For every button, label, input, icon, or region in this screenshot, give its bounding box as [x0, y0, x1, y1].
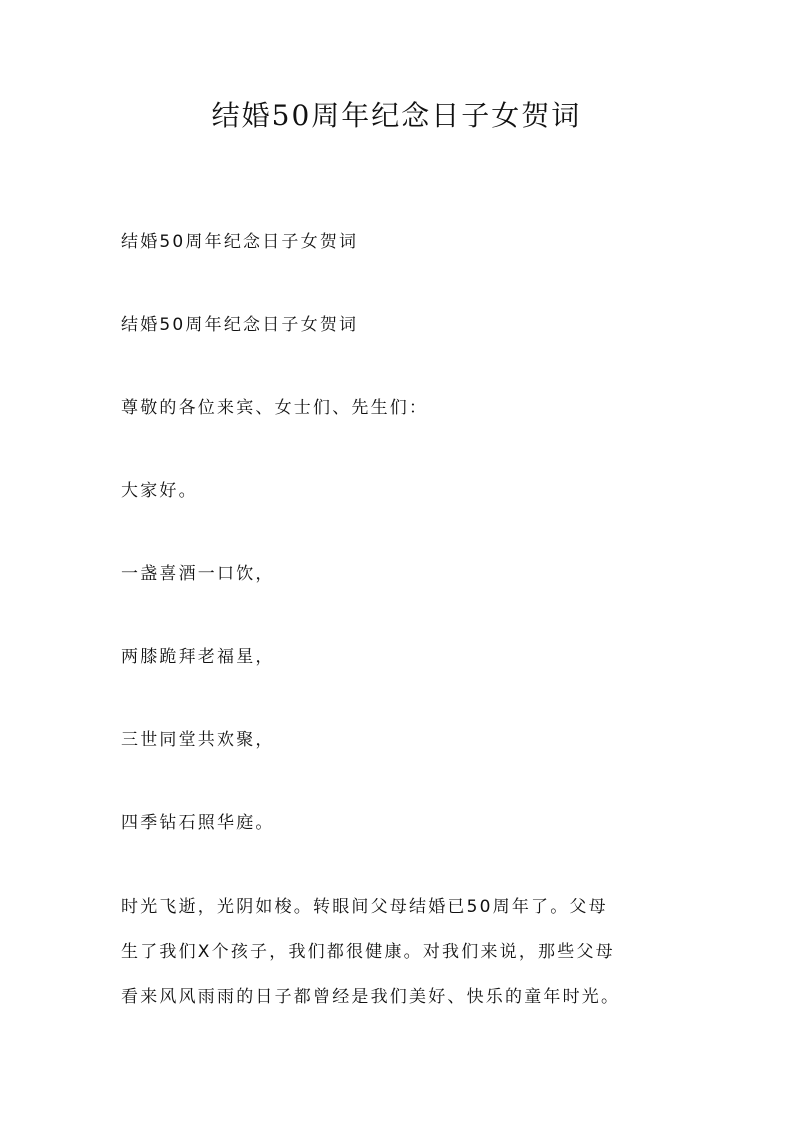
paragraph-greeting: 大家好。: [121, 481, 198, 501]
document-title: 结婚50周年纪念日子女贺词: [211, 99, 582, 132]
paragraph-closing-line-2: 生了我们X个孩子，我们都很健康。对我们来说，那些父母: [121, 942, 615, 962]
paragraph-subtitle-1: 结婚50周年纪念日子女贺词: [121, 232, 359, 252]
paragraph-subtitle-2: 结婚50周年纪念日子女贺词: [121, 315, 359, 335]
paragraph-closing-line-1: 时光飞逝，光阴如梭。转眼间父母结婚已50周年了。父母: [121, 897, 608, 917]
paragraph-closing-line-3: 看来风风雨雨的日子都曾经是我们美好、快乐的童年时光。: [121, 987, 621, 1007]
paragraph-closing: [121, 885, 681, 1020]
poem-line-2: 两膝跪拜老福星，: [121, 647, 275, 667]
poem-line-4: 四季钻石照华庭。: [121, 813, 275, 833]
poem-line-3: 三世同堂共欢聚，: [121, 730, 275, 750]
paragraph-salutation: 尊敬的各位来宾、女士们、先生们：: [121, 398, 429, 418]
poem-line-1: 一盏喜酒一口饮，: [121, 564, 275, 584]
